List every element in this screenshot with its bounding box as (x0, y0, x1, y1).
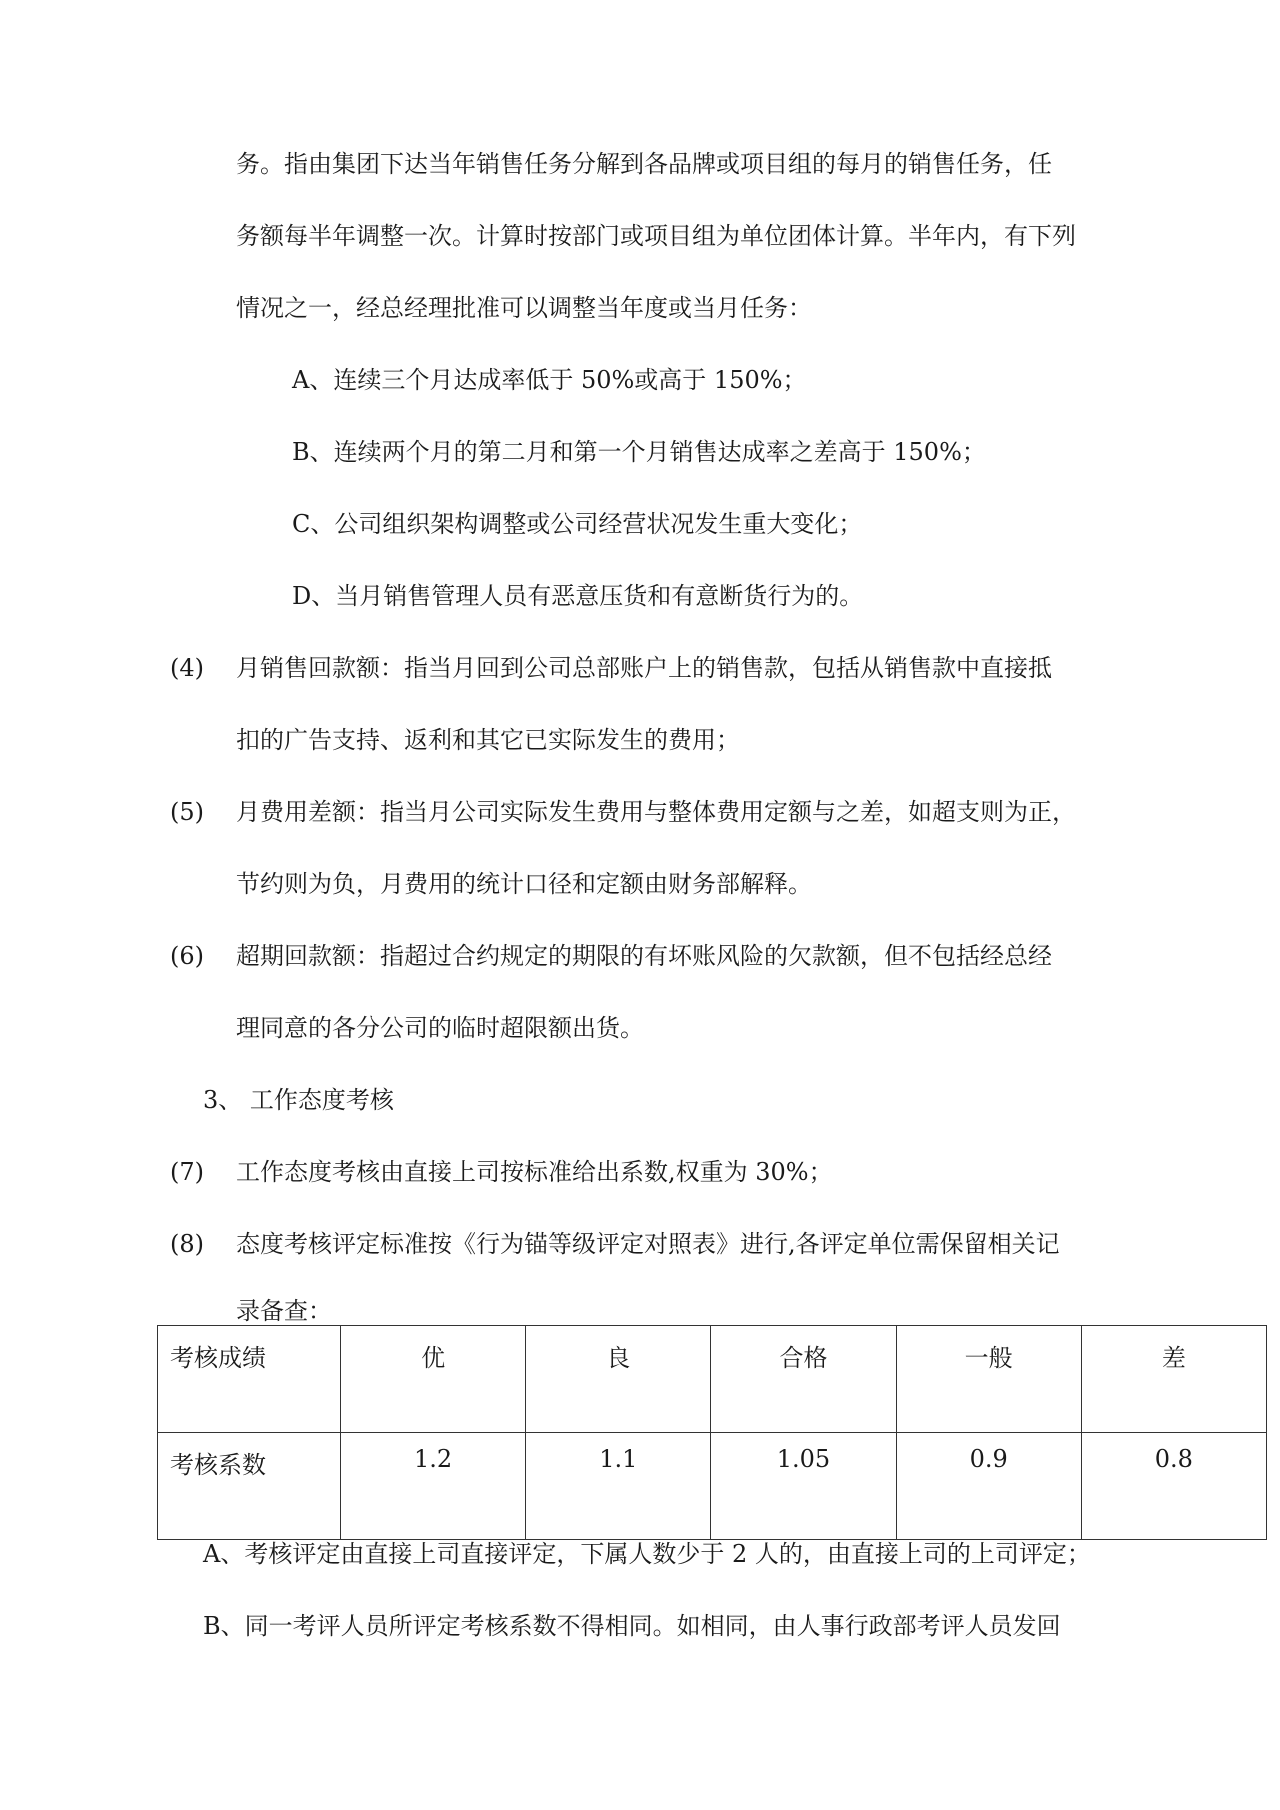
table-cell: 1.1 (526, 1433, 711, 1540)
list-item-c: C、公司组织架构调整或公司经营状况发生重大变化； (292, 510, 863, 538)
paragraph-line: 情况之一，经总经理批准可以调整当年度或当月任务： (236, 294, 812, 322)
paragraph-line: 录备查： (236, 1297, 332, 1325)
table-cell: 1.2 (341, 1433, 526, 1540)
table-cell: 考核成绩 (158, 1326, 341, 1433)
table-cell: 一般 (896, 1326, 1081, 1433)
paragraph-line: 工作态度考核由直接上司按标准给出系数,权重为 30%； (236, 1158, 833, 1186)
table-cell: 0.9 (896, 1433, 1081, 1540)
note-b: B、同一考评人员所评定考核系数不得相同。如相同，由人事行政部考评人员发回 (203, 1612, 1061, 1640)
table-cell: 1.05 (711, 1433, 896, 1540)
note-a: A、考核评定由直接上司直接评定，下属人数少于 2 人的，由直接上司的上司评定； (203, 1540, 1091, 1568)
paragraph-line: 节约则为负，月费用的统计口径和定额由财务部解释。 (236, 870, 812, 898)
paragraph-line: 扣的广告支持、返利和其它已实际发生的费用； (236, 726, 740, 754)
item-number: (5) (170, 798, 204, 826)
paragraph-line: 理同意的各分公司的临时超限额出货。 (236, 1014, 644, 1042)
table-cell: 0.8 (1081, 1433, 1266, 1540)
grade-coefficient-table (157, 1325, 1267, 1540)
paragraph-line: 态度考核评定标准按《行为锚等级评定对照表》进行,各评定单位需保留相关记 (236, 1230, 1060, 1258)
item-number: (8) (170, 1230, 204, 1258)
table-cell: 良 (526, 1326, 711, 1433)
paragraph-line: 月费用差额：指当月公司实际发生费用与整体费用定额与之差，如超支则为正， (236, 798, 1076, 826)
table-cell: 合格 (711, 1326, 896, 1433)
section-heading: 3、 工作态度考核 (203, 1086, 394, 1114)
table-cell: 差 (1081, 1326, 1266, 1433)
table-cell: 考核系数 (158, 1433, 341, 1540)
table-cell: 优 (341, 1326, 526, 1433)
paragraph-line: 务。指由集团下达当年销售任务分解到各品牌或项目组的每月的销售任务，任 (236, 150, 1052, 178)
item-number: (4) (170, 654, 204, 682)
item-number: (7) (170, 1158, 204, 1186)
list-item-b: B、连续两个月的第二月和第一个月销售达成率之差高于 150%； (292, 438, 986, 466)
paragraph-line: 超期回款额：指超过合约规定的期限的有坏账风险的欠款额，但不包括经总经 (236, 942, 1052, 970)
paragraph-line: 务额每半年调整一次。计算时按部门或项目组为单位团体计算。半年内，有下列 (236, 222, 1076, 250)
table-row (158, 1433, 1267, 1540)
list-item-d: D、当月销售管理人员有恶意压货和有意断货行为的。 (292, 582, 864, 610)
list-item-a: A、连续三个月达成率低于 50%或高于 150%； (292, 366, 807, 394)
table-header-row (158, 1326, 1267, 1433)
item-number: (6) (170, 942, 204, 970)
paragraph-line: 月销售回款额：指当月回到公司总部账户上的销售款，包括从销售款中直接抵 (236, 654, 1052, 682)
